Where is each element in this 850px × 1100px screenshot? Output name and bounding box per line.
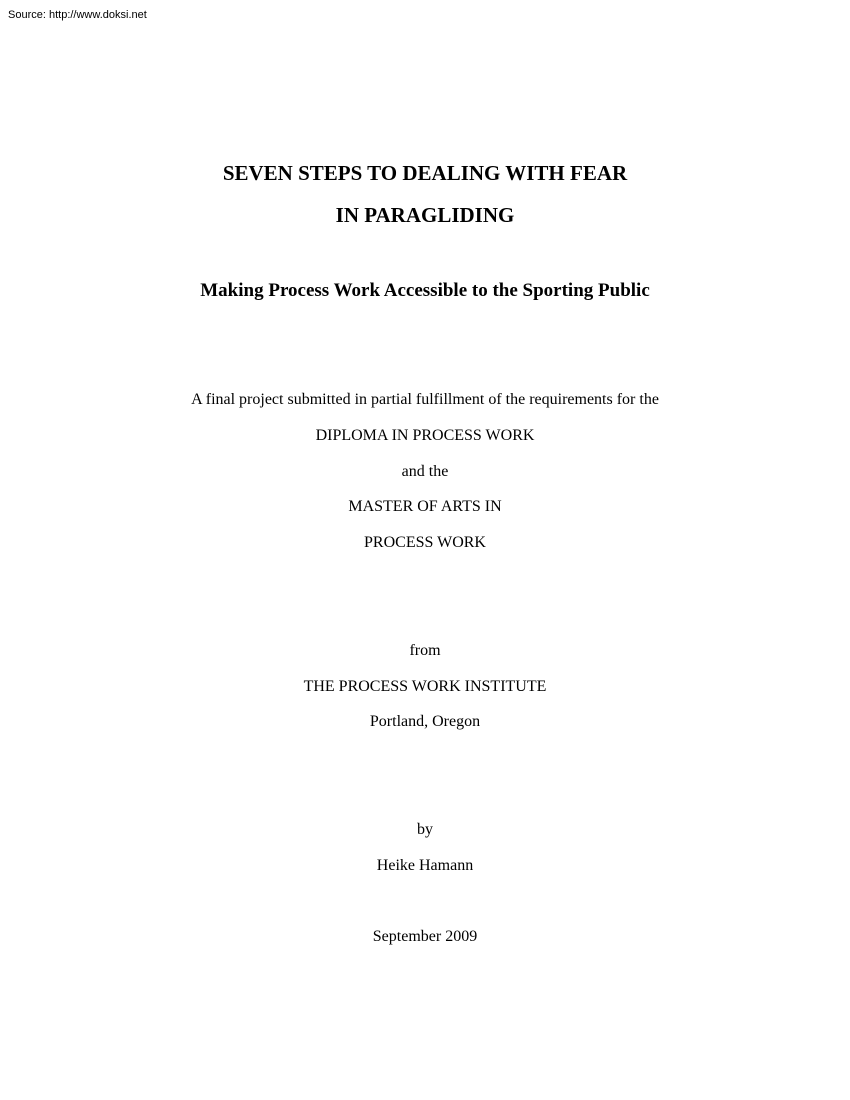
author-name: Heike Hamann	[376, 857, 474, 874]
by-label: by	[417, 821, 433, 838]
subtitle: Making Process Work Accessible to the Sporting Public	[200, 280, 650, 301]
submission-date: September 2009	[372, 928, 478, 945]
degree-master-line-1: MASTER OF ARTS IN	[348, 498, 502, 515]
title-line-2: IN PARAGLIDING	[335, 203, 515, 227]
from-label: from	[409, 642, 441, 659]
institution-name: THE PROCESS WORK INSTITUTE	[303, 678, 547, 695]
degree-master-line-2: PROCESS WORK	[364, 534, 486, 551]
institution-location: Portland, Oregon	[369, 713, 481, 730]
submission-statement: A final project submitted in partial fulfillment of the requirements for the	[191, 391, 659, 408]
title-line-1: SEVEN STEPS TO DEALING WITH FEAR	[222, 161, 628, 185]
degree-conjunction: and the	[401, 463, 449, 480]
source-note: Source: http://www.doksi.net	[8, 9, 147, 21]
degree-diploma: DIPLOMA IN PROCESS WORK	[315, 427, 535, 444]
